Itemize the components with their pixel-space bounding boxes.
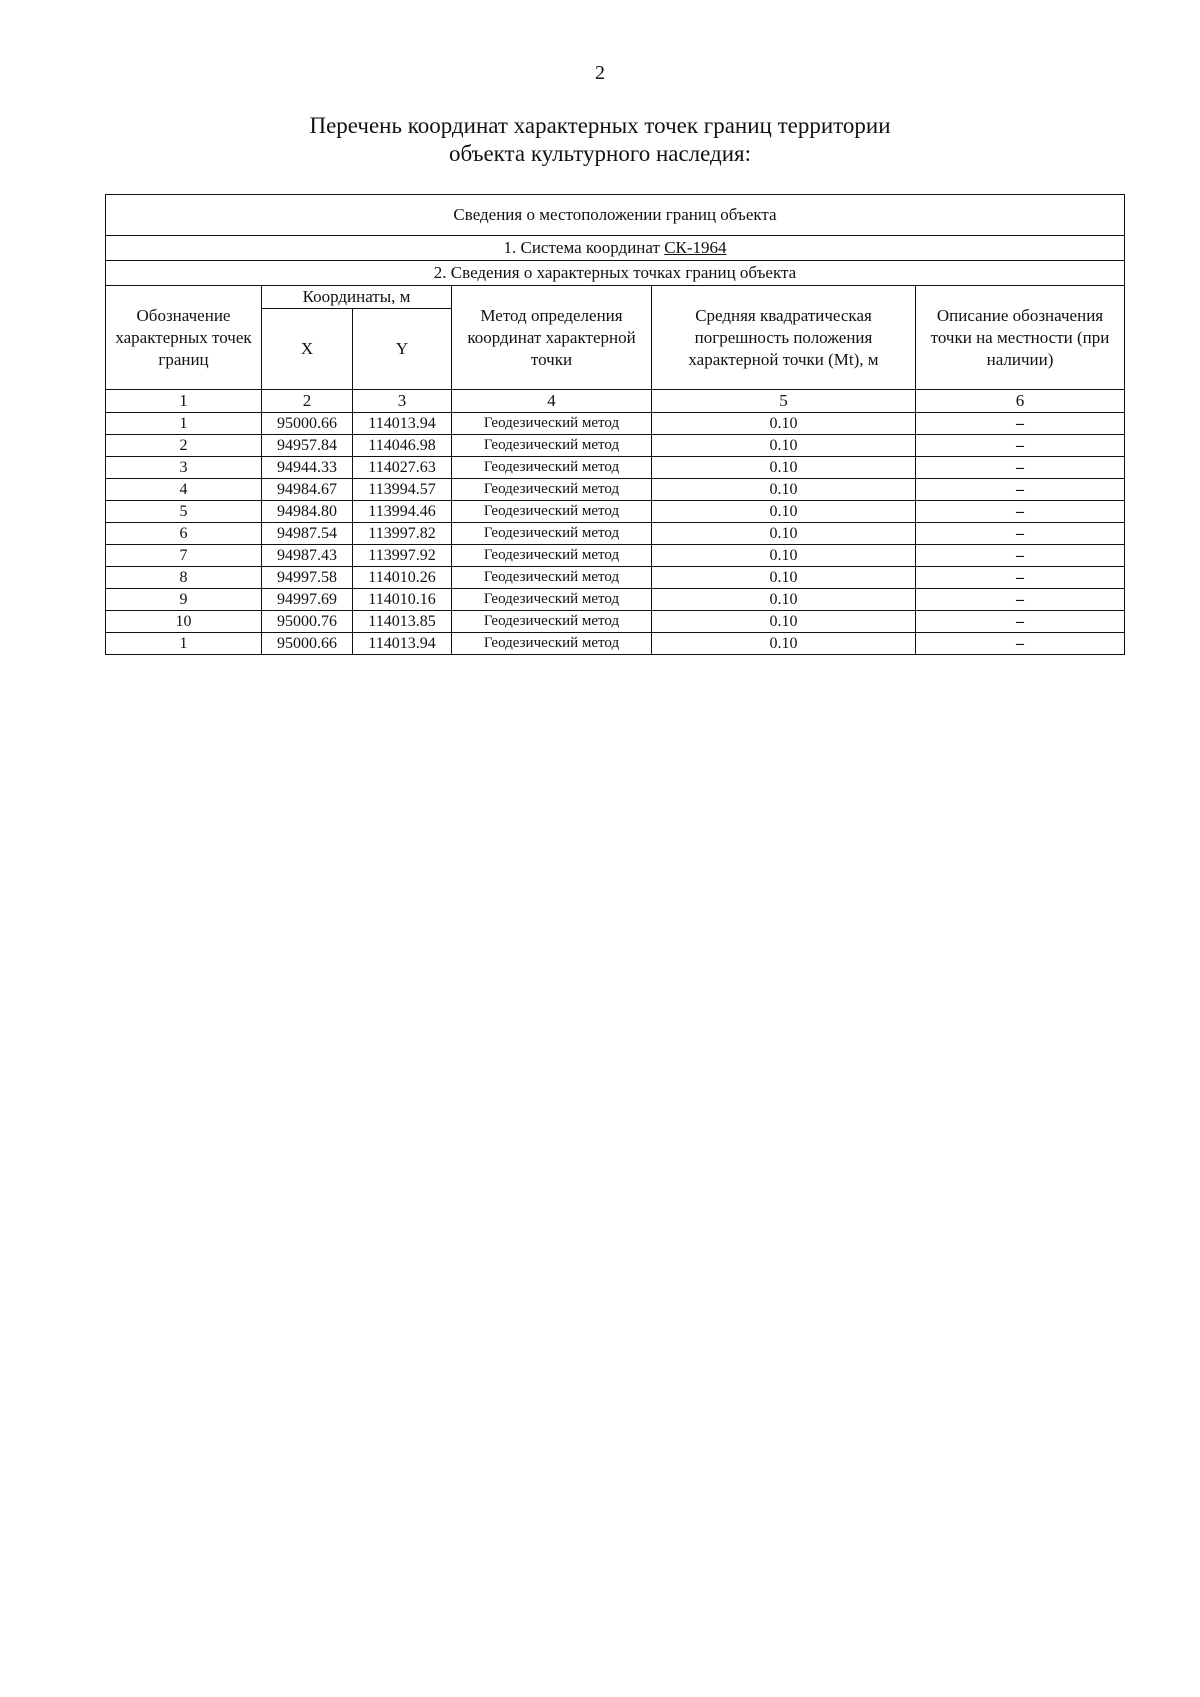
x-cell: 94944.33 [262, 457, 353, 479]
description-cell: – [916, 633, 1125, 655]
y-cell: 113997.92 [353, 545, 452, 567]
y-cell: 114010.26 [353, 567, 452, 589]
method-cell: Геодезический метод [452, 457, 652, 479]
point-cell: 7 [106, 545, 262, 567]
table-row [106, 479, 1125, 501]
y-cell: 113994.57 [353, 479, 452, 501]
description-cell: – [916, 457, 1125, 479]
x-cell: 95000.76 [262, 611, 353, 633]
y-cell: 114027.63 [353, 457, 452, 479]
column-number: 1 [106, 390, 262, 413]
table-row [106, 611, 1125, 633]
document-title [0, 112, 1200, 168]
y-cell: 113997.82 [353, 523, 452, 545]
header-designation: Обозначение характерных точек границ [106, 286, 262, 390]
method-cell: Геодезический метод [452, 611, 652, 633]
method-cell: Геодезический метод [452, 567, 652, 589]
method-cell: Геодезический метод [452, 435, 652, 457]
accuracy-cell: 0.10 [652, 589, 916, 611]
data-rows [106, 413, 1125, 655]
y-cell: 114013.85 [353, 611, 452, 633]
accuracy-cell: 0.10 [652, 457, 916, 479]
description-cell: – [916, 413, 1125, 435]
header-y: Y [353, 309, 452, 390]
method-cell: Геодезический метод [452, 501, 652, 523]
table-row [106, 567, 1125, 589]
header-description: Описание обозначения точки на местности (при наличии) [916, 286, 1125, 390]
header-row-top [106, 286, 1125, 309]
accuracy-cell: 0.10 [652, 633, 916, 655]
accuracy-cell: 0.10 [652, 611, 916, 633]
accuracy-cell: 0.10 [652, 523, 916, 545]
x-cell: 94987.54 [262, 523, 353, 545]
x-cell: 95000.66 [262, 633, 353, 655]
description-cell: – [916, 611, 1125, 633]
points-info-row [106, 261, 1125, 286]
column-number: 6 [916, 390, 1125, 413]
y-cell: 114013.94 [353, 633, 452, 655]
point-cell: 6 [106, 523, 262, 545]
accuracy-cell: 0.10 [652, 435, 916, 457]
description-cell: – [916, 501, 1125, 523]
accuracy-cell: 0.10 [652, 413, 916, 435]
y-cell: 113994.46 [353, 501, 452, 523]
section-header: Сведения о местоположении границ объекта [106, 195, 1125, 236]
coordinates-table [105, 194, 1125, 655]
method-cell: Геодезический метод [452, 589, 652, 611]
point-cell: 8 [106, 567, 262, 589]
description-cell: – [916, 545, 1125, 567]
point-cell: 3 [106, 457, 262, 479]
coordinate-system-label: 1. Система координат [503, 238, 665, 257]
x-cell: 94984.67 [262, 479, 353, 501]
accuracy-cell: 0.10 [652, 479, 916, 501]
document-title-line-2: объекта культурного наследия: [448, 141, 752, 166]
description-cell: – [916, 589, 1125, 611]
method-cell: Геодезический метод [452, 479, 652, 501]
method-cell: Геодезический метод [452, 523, 652, 545]
x-cell: 94984.80 [262, 501, 353, 523]
accuracy-cell: 0.10 [652, 567, 916, 589]
x-cell: 94997.69 [262, 589, 353, 611]
table-row [106, 435, 1125, 457]
x-cell: 94997.58 [262, 567, 353, 589]
point-cell: 10 [106, 611, 262, 633]
y-cell: 114010.16 [353, 589, 452, 611]
coordinate-system-value: СК-1964 [664, 238, 727, 257]
points-info-label: 2. Сведения о характерных точках границ объекта [106, 261, 1125, 286]
y-cell: 114013.94 [353, 413, 452, 435]
header-accuracy: Средняя квадратическая погрешность положения характерной точки (Mt), м [652, 286, 916, 390]
x-cell: 94987.43 [262, 545, 353, 567]
table-row [106, 633, 1125, 655]
x-cell: 95000.66 [262, 413, 353, 435]
description-cell: – [916, 479, 1125, 501]
point-cell: 4 [106, 479, 262, 501]
table-row [106, 523, 1125, 545]
column-number: 5 [652, 390, 916, 413]
point-cell: 1 [106, 413, 262, 435]
document-title-line-1: Перечень координат характерных точек границ территории [309, 113, 891, 138]
point-cell: 9 [106, 589, 262, 611]
y-cell: 114046.98 [353, 435, 452, 457]
point-cell: 2 [106, 435, 262, 457]
method-cell: Геодезический метод [452, 545, 652, 567]
column-number: 3 [353, 390, 452, 413]
coordinate-system-row [106, 236, 1125, 261]
column-numbers-row [106, 390, 1125, 413]
table-row [106, 457, 1125, 479]
x-cell: 94957.84 [262, 435, 353, 457]
accuracy-cell: 0.10 [652, 501, 916, 523]
header-method: Метод определения координат характерной точки [452, 286, 652, 390]
header-coordinates: Координаты, м [262, 286, 452, 309]
table-row [106, 413, 1125, 435]
method-cell: Геодезический метод [452, 633, 652, 655]
coordinate-system [106, 236, 1125, 261]
method-cell: Геодезический метод [452, 413, 652, 435]
accuracy-cell: 0.10 [652, 545, 916, 567]
column-number: 2 [262, 390, 353, 413]
section-header-row [106, 195, 1125, 236]
table-row [106, 589, 1125, 611]
header-x: X [262, 309, 353, 390]
point-cell: 1 [106, 633, 262, 655]
column-number: 4 [452, 390, 652, 413]
description-cell: – [916, 523, 1125, 545]
description-cell: – [916, 567, 1125, 589]
description-cell: – [916, 435, 1125, 457]
point-cell: 5 [106, 501, 262, 523]
table-row [106, 501, 1125, 523]
page-number: 2 [595, 62, 605, 84]
table-row [106, 545, 1125, 567]
